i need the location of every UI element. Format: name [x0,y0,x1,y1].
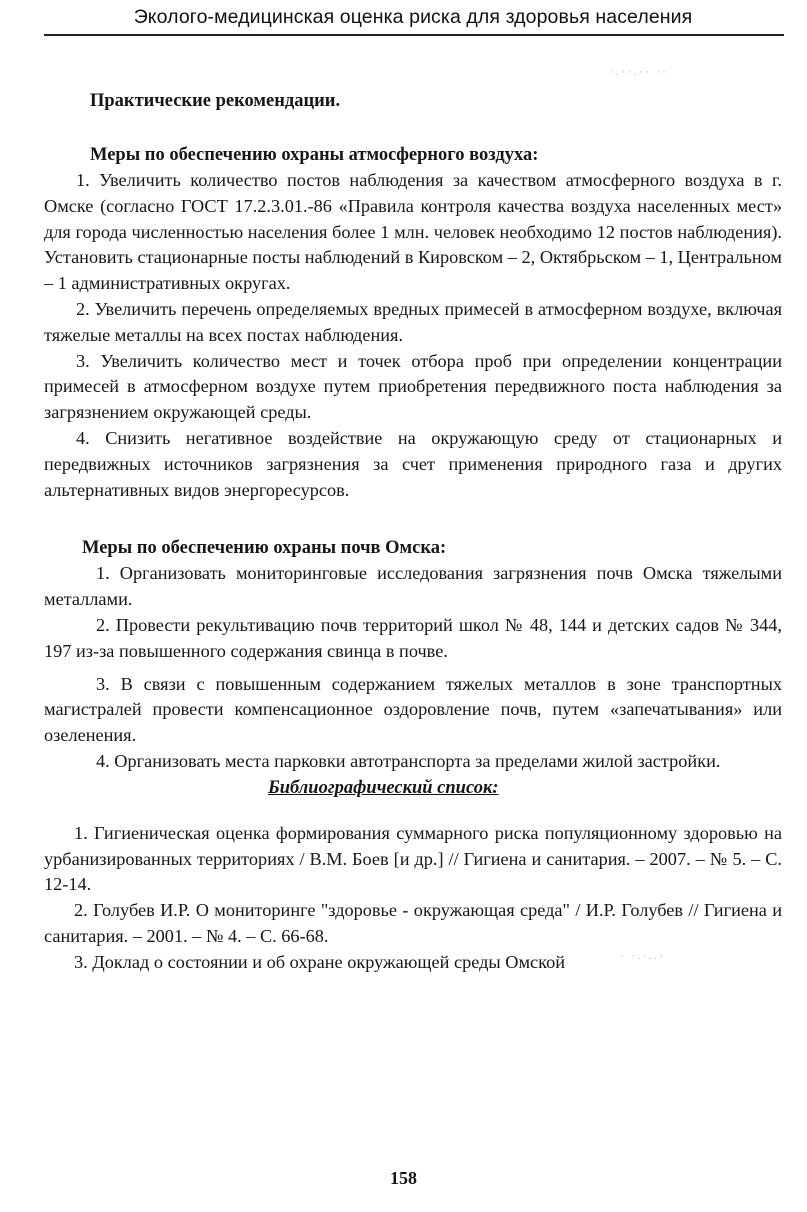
bibliography-item: 3. Доклад о состоянии и об охране окружающей среды Омской [74,951,566,972]
air-item: 4. Снизить негативное воздействие на окружающую среду от стационарных и передвижных источников загрязнения за счет применения природного газа и других альтернативных видов энергоресурсов. [44,427,782,500]
air-item: 1. Увеличить количество постов наблюдения за качеством атмосферного воздуха в г. Омске (согласно ГОСТ 17.2.3.01.-86 «Правила контроля качества воздуха населенных мест» для города численностью населения более 1 млн. человек необходимо 12 постов наблюдения). Установить стационарные посты наблюдений в Кировском – 2, Октябрьском – 1, Центральном – 1 административных округах. [44,170,782,294]
bibliography-title: Библиографический список: [268,777,499,798]
soil-item: 4. Организовать места парковки автотранспорта за пределами жилой застройки. [96,750,721,771]
air-item: 3. Увеличить количество мест и точек отбора проб при определении концентрации примесей в атмосферном воздухе путем приобретения передвижного поста наблюдения за загрязнением окружающей среды. [44,350,782,423]
soil-item: 3. В связи с повышенным содержанием тяжелых металлов в зоне транспортных магистралей провести компенсационное оздоровление почв, путем «запечатывания» или озеленения. [44,673,782,746]
soil-item: 1. Организовать мониторинговые исследования загрязнения почв Омска тяжелыми металлами. [44,563,782,610]
page-number: 158 [390,1168,417,1188]
scan-noise: · ·.·..· [620,948,666,962]
soil-item: 2. Провести рекультивацию почв территорий школ № 48, 144 и детских садов № 344, 197 из-за повышенного содержания свинца в почве. [44,614,782,661]
page-body [44,88,782,976]
bibliography-item: 2. Голубев И.Р. О мониторинге "здоровье - окружающая среда" / И.Р. Голубев // Гигиена и санитария. – 2001. – № 4. – С. 66-68. [44,900,782,946]
bibliography-item: 1. Гигиеническая оценка формирования суммарного риска популяционному здоровью на урбанизированных территориях / В.М. Боев [и др.] // Гигиена и санитария. – 2007. – № 5. – С. 12-14. [44,822,782,895]
air-item: 2. Увеличить перечень определяемых вредных примесей в атмосферном воздухе, включая тяжелые металлы на всех постах наблюдения. [44,298,782,345]
header-rule [44,34,784,36]
section-title: Практические рекомендации. [90,91,341,111]
soil-heading: Меры по обеспечению охраны почв Омска: [82,538,447,559]
running-head: Эколого-медицинская оценка риска для здоровья населения [133,6,693,28]
scan-noise: ·.··.·· ·· [610,64,668,78]
air-heading: Меры по обеспечению охраны атмосферного воздуха: [90,145,539,165]
